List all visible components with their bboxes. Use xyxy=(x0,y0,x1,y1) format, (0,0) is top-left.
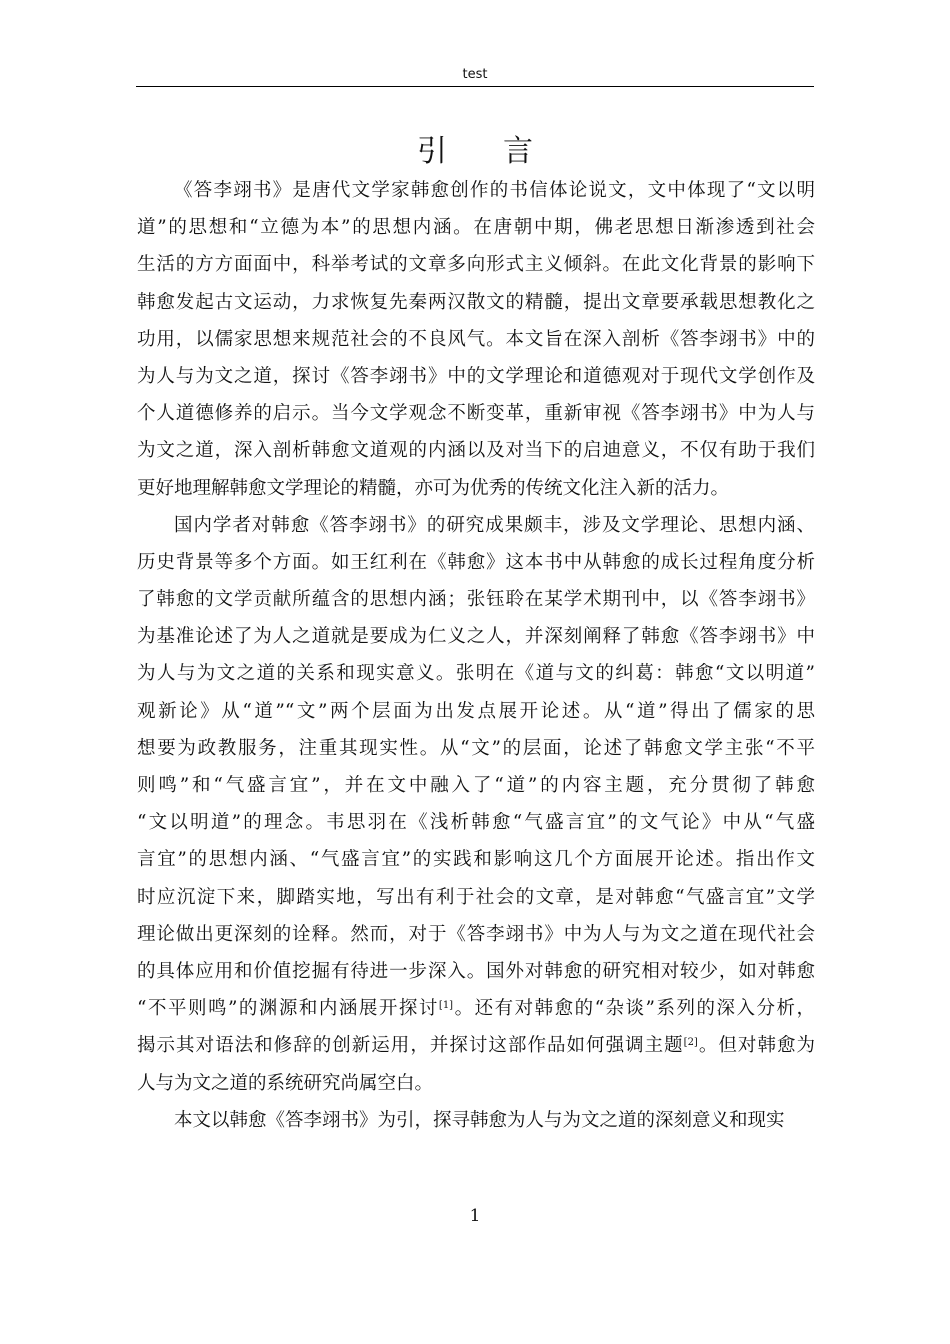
citation-ref-1: [1] xyxy=(438,1000,454,1012)
body-text xyxy=(137,172,815,1139)
text-segment: 。但对韩愈为 xyxy=(697,1035,815,1057)
text-line: 人与为文之道的系统研究尚属空白。 xyxy=(137,1072,434,1094)
citation-ref-2: [2] xyxy=(683,1037,698,1049)
text-line: 为人与为文之道，探讨《答李翊书》中的文学理论和道德观对于现代文学创作及 xyxy=(137,365,815,387)
text-line: 为人与为文之道的关系和现实意义。张明在《道与文的纠葛：韩愈“文以明道” xyxy=(137,663,815,685)
text-line: 观新论》从“道”“文”两个层面为出发点展开论述。从“道”得出了儒家的思 xyxy=(137,700,815,722)
text-line: 功用，以儒家思想来规范社会的不良风气。本文旨在深入剖析《答李翊书》中的 xyxy=(137,328,815,350)
text-line-with-citation xyxy=(137,990,815,1027)
text-line: 的具体应用和价值挖掘有待进一步深入。国外对韩愈的研究相对较少，如对韩愈 xyxy=(137,960,815,982)
text-line: 本文以韩愈《答李翊书》为引，探寻韩愈为人与为文之道的深刻意义和现实 xyxy=(174,1109,785,1131)
text-segment: 。还有对韩愈的“杂谈”系列的深入分析， xyxy=(453,998,816,1020)
text-line: 时应沉淀下来，脚踏实地，写出有利于社会的文章，是对韩愈“气盛言宜”文学 xyxy=(137,886,815,908)
text-line: 《答李翊书》是唐代文学家韩愈创作的书信体论说文，文中体现了“文以明 xyxy=(174,180,815,201)
page-header-text: test xyxy=(462,67,488,82)
text-line: 更好地理解韩愈文学理论的精髓，亦可为优秀的传统文化注入新的活力。 xyxy=(137,477,730,499)
text-line: 历史背景等多个方面。如王红利在《韩愈》这本书中从韩愈的成长过程角度分析 xyxy=(137,551,815,573)
text-line: 理论做出更深刻的诠释。然而，对于《答李翊书》中为人与为文之道在现代社会 xyxy=(137,923,815,945)
text-line: 了韩愈的文学贡献所蕴含的思想内涵；张钰聆在某学术期刊中，以《答李翊书》 xyxy=(137,589,815,611)
text-line: 道”的思想和“立德为本”的思想内涵。在唐朝中期，佛老思想日渐渗透到社会 xyxy=(137,217,815,239)
paragraph-2 xyxy=(137,507,815,1102)
text-line: 生活的方方面面中，科举考试的文章多向形式主义倾斜。在此文化背景的影响下 xyxy=(137,254,815,276)
section-title: 引言 xyxy=(417,134,589,169)
text-line: 为基准论述了为人之道就是要成为仁义之人，并深刻阐释了韩愈《答李翊书》中 xyxy=(137,626,815,648)
text-line: 言宜”的思想内涵、“气盛言宜”的实践和影响这几个方面展开论述。指出作文 xyxy=(137,849,815,871)
paragraph-3 xyxy=(137,1102,815,1139)
text-segment: “不平则鸣”的渊源和内涵展开探讨 xyxy=(137,998,439,1020)
page-header-rule xyxy=(136,86,814,87)
text-line: 想要为政教服务，注重其现实性。从“文”的层面，论述了韩愈文学主张“不平 xyxy=(137,737,815,759)
text-line: 韩愈发起古文运动，力求恢复先秦两汉散文的精髓，提出文章要承载思想教化之 xyxy=(137,291,815,313)
text-line: “文以明道”的理念。韦思羽在《浅析韩愈“气盛言宜”的文气论》中从“气盛 xyxy=(137,812,815,834)
page-number: 1 xyxy=(469,1206,481,1226)
text-line: 国内学者对韩愈《答李翊书》的研究成果颇丰，涉及文学理论、思想内涵、 xyxy=(174,514,815,536)
text-segment: 揭示其对语法和修辞的创新运用，并探讨这部作品如何强调主题 xyxy=(137,1035,684,1057)
text-line: 为文之道，深入剖析韩愈文道观的内涵以及对当下的启迪意义，不仅有助于我们 xyxy=(137,440,815,462)
text-line: 则鸣”和“气盛言宜”，并在文中融入了“道”的内容主题，充分贯彻了韩愈 xyxy=(137,775,815,796)
text-line-with-citation xyxy=(137,1027,815,1064)
paragraph-1 xyxy=(137,172,815,507)
text-line: 个人道德修养的启示。当今文学观念不断变革，重新审视《答李翊书》中为人与 xyxy=(137,403,815,425)
